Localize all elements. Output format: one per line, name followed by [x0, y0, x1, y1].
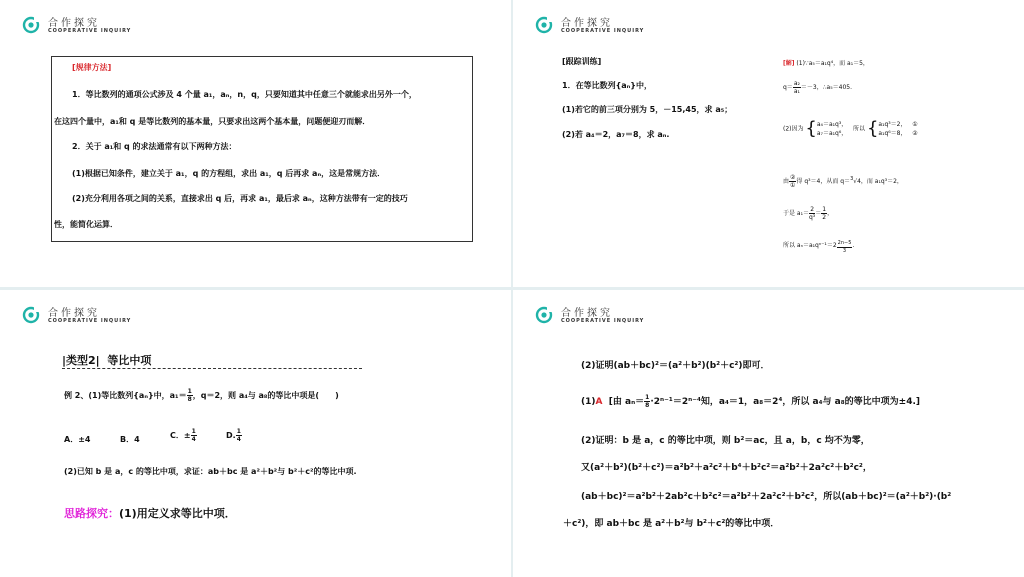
type-title: 等比中项 — [107, 354, 152, 367]
example-1-text-b: ，q＝2，则 a₄与 a₈的等比中项是( ) — [192, 391, 339, 400]
mark-1: ① — [912, 121, 918, 128]
method-para-2: 2．关于 a₁和 q 的求法通常有以下两种方法： — [72, 142, 237, 151]
fraction-den: 4 — [236, 436, 241, 443]
cube-root: √4 — [853, 178, 861, 185]
solution-line-4 — [783, 174, 903, 189]
method-para-1a: 1．等比数列的通项公式涉及 4 个量 a₁，aₙ，n，q，只要知道其中任意三个就能求出另外一个， — [72, 90, 417, 99]
fraction-den: q³ — [809, 214, 816, 221]
slide-3[interactable] — [0, 290, 511, 577]
method-para-3: (1)根据已知条件，建立关于 a₁，q 的方程组，求出 a₁，q 后再求 aₙ，这是常规方法． — [72, 169, 386, 178]
solution-text-4c: ，而 a₁q³＝2， — [860, 178, 903, 185]
system-2-eq-b: a₁q⁶＝8， — [878, 130, 907, 137]
header-title-cn: 合作探究 — [48, 18, 100, 29]
proof-line-1: (2)证明：b 是 a，c 的等比中项，则 b²＝ac，且 a，b，c 均不为零， — [581, 436, 870, 446]
answer-text-b: ·2ⁿ⁻¹＝2ⁿ⁻⁴知，a₄＝1，a₈＝2⁴，所以 a₄与 a₈的等比中项为±4.] — [650, 397, 921, 407]
fraction-num: 2 — [810, 206, 815, 213]
fraction — [793, 80, 801, 95]
fraction-num: 1 — [822, 206, 827, 213]
solution-text-1: (1)∵a₅＝a₁q⁴，而 a₁＝5， — [796, 60, 869, 67]
solution-line-1 — [783, 58, 869, 67]
root-index: 3 — [850, 176, 854, 182]
solution-text-5b: ＝ — [815, 210, 822, 217]
header-title-en: COOPERATIVE INQUIRY — [48, 318, 132, 324]
system-1-eq-a: a₄＝a₁q³， — [816, 121, 848, 128]
logo-ring-icon — [535, 306, 553, 324]
header-title-cn: 合作探究 — [561, 18, 613, 29]
example-2: (2)已知 b 是 a，c 的等比中项，求证：ab＋bc 是 a²＋b²与 b²＋c²的等比中项. — [64, 467, 357, 476]
fraction-num: a₂ — [793, 80, 800, 87]
proof-line-2: 又(a²＋b²)(b²＋c²)＝a²b²＋a²c²＋b⁴＋b²c²＝a²b²＋2a²c²＋b²c²， — [581, 463, 872, 473]
example-1-text-a: 例 2、(1)等比数列{aₙ}中，a₁＝ — [64, 391, 187, 400]
method-para-4a: (2)充分利用各项之间的关系，直接求出 q 后，再求 a₁，最后求 aₙ，这种方法带有一定的技巧 — [72, 194, 408, 203]
option-a[interactable]: A．±4 — [64, 435, 91, 444]
fraction-den: 3 — [842, 248, 847, 254]
system-1 — [817, 120, 847, 138]
brace-icon: { — [805, 118, 817, 139]
solution-text-4a: 由 — [783, 178, 790, 185]
solution-text-6a: 所以 aₙ＝a₁qⁿ⁻¹＝2 — [783, 242, 837, 249]
option-b[interactable]: B．4 — [120, 435, 140, 444]
header-title-en: COOPERATIVE INQUIRY — [561, 28, 645, 34]
practice-tag: [跟踪训练] — [562, 57, 602, 66]
system-1-eq-b: a₇＝a₁q⁶， — [816, 130, 848, 137]
hint-text: (1)用定义求等比中项． — [119, 507, 236, 520]
fraction-den: 2 — [822, 214, 827, 221]
header-title-cn: 合作探究 — [48, 308, 100, 319]
slide-2[interactable] — [513, 0, 1024, 287]
fraction-num: 1 — [191, 428, 196, 435]
type-label: |类型2| — [62, 354, 100, 367]
hint-label: 思路探究： — [64, 507, 119, 520]
mark-2: ② — [912, 130, 918, 137]
fraction — [236, 428, 242, 443]
logo-ring-icon — [535, 16, 553, 34]
logo-ring-icon — [22, 306, 40, 324]
solution-text-3a: (2)因为 — [783, 125, 804, 133]
option-d-label: D. — [226, 431, 236, 440]
solution-tag: [解] — [783, 60, 795, 67]
answer-prefix: (1) — [581, 397, 596, 407]
solution-text-2a: q＝ — [783, 84, 793, 91]
fraction-den: ① — [790, 182, 796, 189]
fraction-num: 1 — [236, 428, 241, 435]
fraction-num: 1 — [645, 394, 650, 401]
fraction-den: 8 — [645, 402, 650, 409]
exponent-fraction — [837, 240, 853, 255]
solution-text-5a: 于是 a₁＝ — [783, 210, 809, 217]
practice-question-2: (2)若 a₄＝2，a₇＝8，求 aₙ. — [562, 130, 670, 139]
hint-line — [64, 505, 236, 521]
practice-question: 1．在等比数列{aₙ}中， — [562, 81, 652, 90]
header-title-cn: 合作探究 — [561, 308, 613, 319]
equation-marks — [912, 120, 917, 138]
fraction-den: 4 — [191, 436, 196, 443]
fraction-num: ② — [790, 174, 796, 181]
heading-divider — [62, 368, 362, 369]
proof-line-3: (ab＋bc)²＝a²b²＋2ab²c＋b²c²＝a²b²＋2a²c²＋b²c²，所以(ab＋bc)²＝(a²＋b²)·(b² — [581, 492, 952, 502]
header-title-en: COOPERATIVE INQUIRY — [48, 28, 132, 34]
solution-text-3b: 所以 — [853, 125, 866, 133]
fraction — [191, 428, 197, 443]
solution-line-3 — [783, 120, 918, 138]
method-para-4b: 性，能简化运算． — [54, 220, 118, 229]
fraction-den: 8 — [187, 396, 192, 403]
option-c-label: C．± — [170, 431, 191, 440]
option-c[interactable] — [170, 428, 197, 443]
example-1 — [64, 388, 339, 403]
slide-1[interactable] — [0, 0, 511, 287]
fraction-num: 1 — [187, 388, 192, 395]
proof-line-4: ＋c²)，即 ab＋bc 是 a²＋b²与 b²＋c²的等比中项． — [563, 519, 780, 529]
type-heading — [62, 352, 151, 368]
fraction-den: a₁ — [793, 88, 800, 95]
header-title-en: COOPERATIVE INQUIRY — [561, 318, 645, 324]
method-tag: [规律方法] — [72, 63, 112, 72]
method-para-1b: 在这四个量中，a₁和 q 是等比数列的基本量，只要求出这两个基本量，问题便迎刃而解． — [54, 117, 371, 126]
solution-line-6 — [783, 240, 854, 255]
option-d[interactable] — [226, 428, 242, 443]
solution-text-5c: ， — [827, 210, 834, 217]
answer-text-a: [由 aₙ＝ — [608, 397, 645, 407]
answer-choice: A — [595, 397, 603, 407]
solution-text-2b: ＝－3，∴a₅＝405. — [800, 84, 852, 91]
brace-icon: { — [866, 118, 879, 139]
solution-text-6b: . — [852, 242, 855, 249]
system-2-eq-a: a₁q³＝2， — [878, 121, 907, 128]
slide-4[interactable] — [513, 290, 1024, 577]
solution-text-4b: 得 q³＝4，从而 q＝ — [796, 178, 851, 185]
system-2 — [878, 120, 906, 138]
fraction-num: 2n−5 — [837, 240, 852, 246]
answer-line — [581, 394, 920, 409]
proof-plan: (2)证明(ab＋bc)²＝(a²＋b²)(b²＋c²)即可． — [581, 361, 770, 371]
solution-line-2 — [783, 80, 852, 95]
logo-ring-icon — [22, 16, 40, 34]
solution-line-5 — [783, 206, 833, 221]
practice-question-1: (1)若它的前三项分别为 5，－15,45，求 a₅； — [562, 105, 733, 114]
